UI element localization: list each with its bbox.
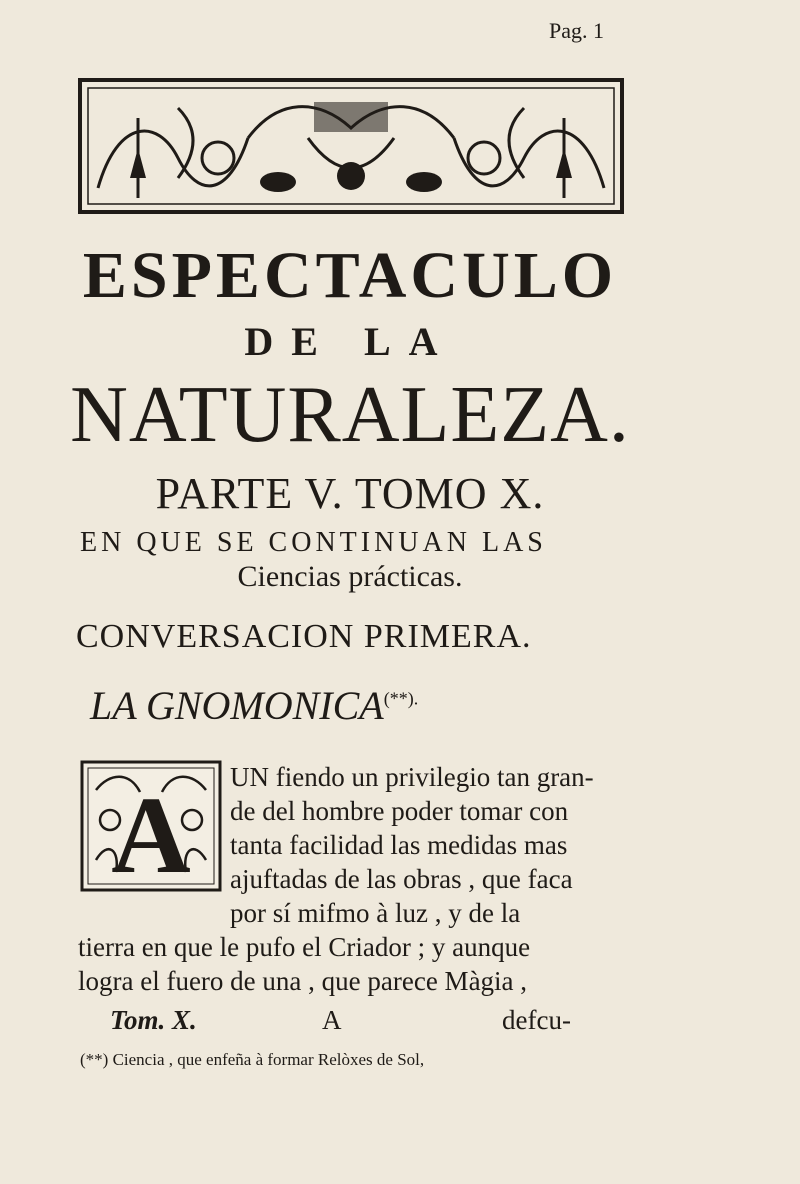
catchword: defcu- <box>502 1005 571 1035</box>
title-line-2: DE LA <box>244 319 456 364</box>
body-line-7: logra el fuero de una , que parece Màgia , <box>78 966 528 996</box>
initial-letter: A <box>111 774 191 892</box>
subtitle-line-2: Ciencias prácticas. <box>237 560 463 593</box>
title-line-1: ESPECTACULO <box>82 239 618 312</box>
title-line-3: NATURALEZA. <box>70 371 630 459</box>
section-heading: CONVERSACION PRIMERA. <box>76 618 532 655</box>
note-reference: (**). <box>383 688 419 709</box>
sheet-mark: A <box>322 1005 342 1035</box>
body-line-5: por sí mifmo à luz , y de la <box>230 898 521 928</box>
volume-signature: Tom. X. <box>110 1005 197 1035</box>
decorated-initial <box>80 760 222 892</box>
part-volume: PARTE V. TOMO X. <box>155 469 545 518</box>
section-subheading <box>90 682 418 729</box>
footnote: (**) Ciencia , que enfeña à formar Relòxes de Sol, <box>80 1050 425 1069</box>
subtitle-line-1: EN QUE SE CONTINUAN LAS <box>80 527 547 558</box>
body-line-4: ajuftadas de las obras , que faca <box>230 864 573 894</box>
body-line-2: de del hombre poder tomar con <box>230 796 569 826</box>
body-line-1: UN fiendo un privilegio tan gran- <box>230 762 594 792</box>
page-number: Pag. 1 <box>549 18 604 43</box>
body-line-3: tanta facilidad las medidas mas <box>230 830 568 860</box>
subheading-text: LA GNOMONICA <box>90 683 384 728</box>
ornamental-headpiece <box>78 78 624 214</box>
body-line-6: tierra en que le pufo el Criador ; y aunque <box>78 932 531 962</box>
